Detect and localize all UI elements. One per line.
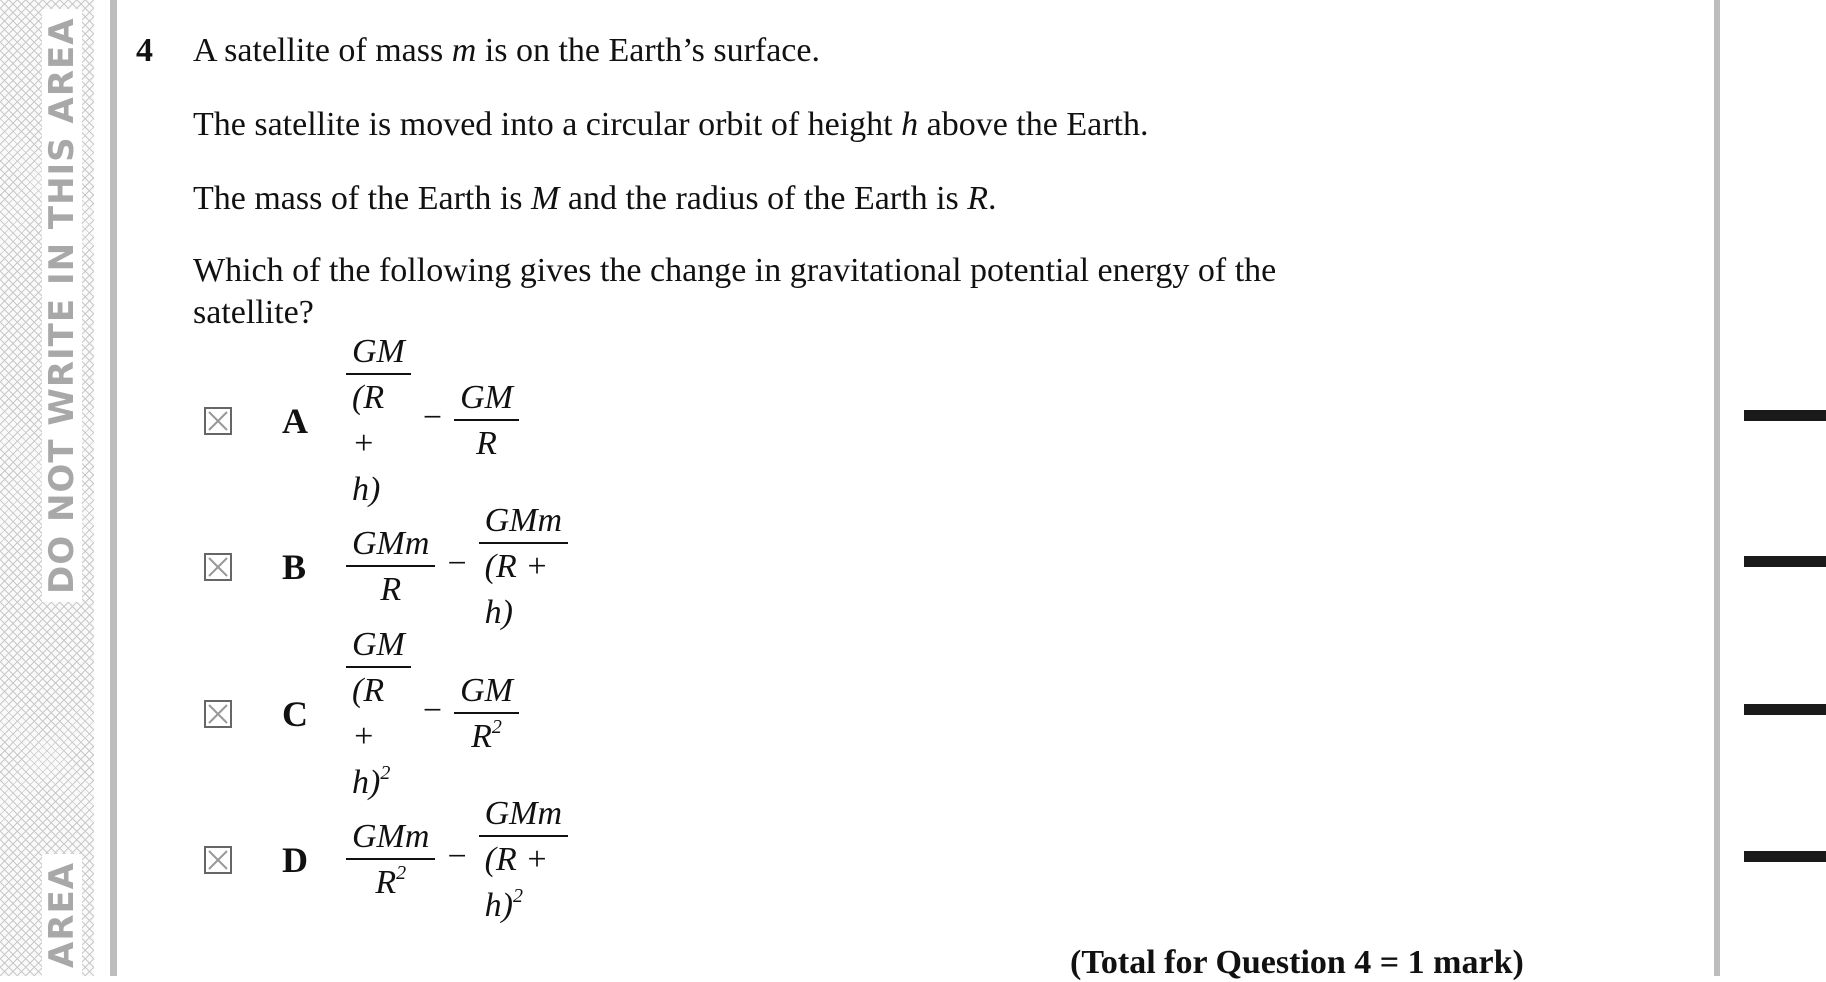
margin-tick-mark xyxy=(1744,851,1826,862)
left-border-rule xyxy=(110,0,117,976)
fraction-term-1 xyxy=(346,523,435,613)
cross-icon xyxy=(206,409,230,433)
minus-sign: − xyxy=(447,545,467,582)
option-expression xyxy=(346,795,568,924)
cross-icon xyxy=(206,848,230,872)
numerator: GM xyxy=(460,379,513,416)
margin-tick-mark xyxy=(1744,556,1826,567)
answer-checkbox[interactable] xyxy=(204,700,232,728)
fraction-term-2 xyxy=(454,670,519,760)
fraction-term-2 xyxy=(479,793,568,929)
minus-sign: − xyxy=(422,692,443,729)
question-prompt: Which of the following gives the change in gravitational potential energy of the satellite? xyxy=(193,252,1277,331)
numerator: GMm xyxy=(484,502,563,539)
fraction-term-2 xyxy=(454,377,519,467)
question-number: 4 xyxy=(136,32,153,69)
denominator: $(R + h)^2$ xyxy=(484,841,549,924)
option-expression xyxy=(346,626,519,801)
question-line-1: A satellite of mass m is on the Earth’s surface. xyxy=(193,32,820,69)
answer-checkbox[interactable] xyxy=(204,846,232,874)
do-not-write-label: DO NOT WRITE IN THIS AREA xyxy=(42,9,82,602)
margin-tick-mark xyxy=(1744,410,1826,421)
denominator: (R + h) xyxy=(484,548,549,631)
denominator: $R^2$ xyxy=(471,716,502,755)
denominator: $(R + h)^2$ xyxy=(352,672,391,801)
fraction-term-1 xyxy=(346,624,411,806)
fraction-term-2 xyxy=(479,500,568,636)
denominator: R xyxy=(380,571,402,608)
numerator: GM xyxy=(460,672,513,709)
numerator: GM xyxy=(352,333,405,370)
numerator: GMm xyxy=(484,795,563,832)
numerator: GMm xyxy=(352,525,430,562)
margin-tick-mark xyxy=(1744,704,1826,715)
option-label: D xyxy=(282,840,308,880)
option-label: C xyxy=(282,694,308,734)
question-line-2: The satellite is moved into a circular orbit of height h above the Earth. xyxy=(193,106,1149,143)
question-line-3: The mass of the Earth is M and the radius of the Earth is R. xyxy=(193,180,997,217)
total-marks: (Total for Question 4 = 1 mark) xyxy=(1070,944,1524,981)
cross-icon xyxy=(206,555,230,579)
fraction-term-1 xyxy=(346,331,411,513)
answer-checkbox[interactable] xyxy=(204,553,232,581)
minus-sign: − xyxy=(422,399,443,436)
numerator: GMm xyxy=(352,818,430,855)
do-not-write-label-partial: AREA xyxy=(42,854,82,976)
right-border-rule xyxy=(1714,0,1720,976)
option-expression xyxy=(346,502,568,631)
denominator: R xyxy=(476,425,497,462)
fraction-term-1 xyxy=(346,816,435,906)
margin-strip xyxy=(0,0,94,976)
option-expression xyxy=(346,333,519,508)
denominator: $R^2$ xyxy=(375,862,407,901)
cross-icon xyxy=(206,702,230,726)
denominator: (R + h) xyxy=(352,379,385,508)
answer-checkbox[interactable] xyxy=(204,407,232,435)
minus-sign: − xyxy=(447,838,467,875)
option-label: A xyxy=(282,401,308,441)
numerator: GM xyxy=(352,626,405,663)
option-label: B xyxy=(282,547,307,587)
